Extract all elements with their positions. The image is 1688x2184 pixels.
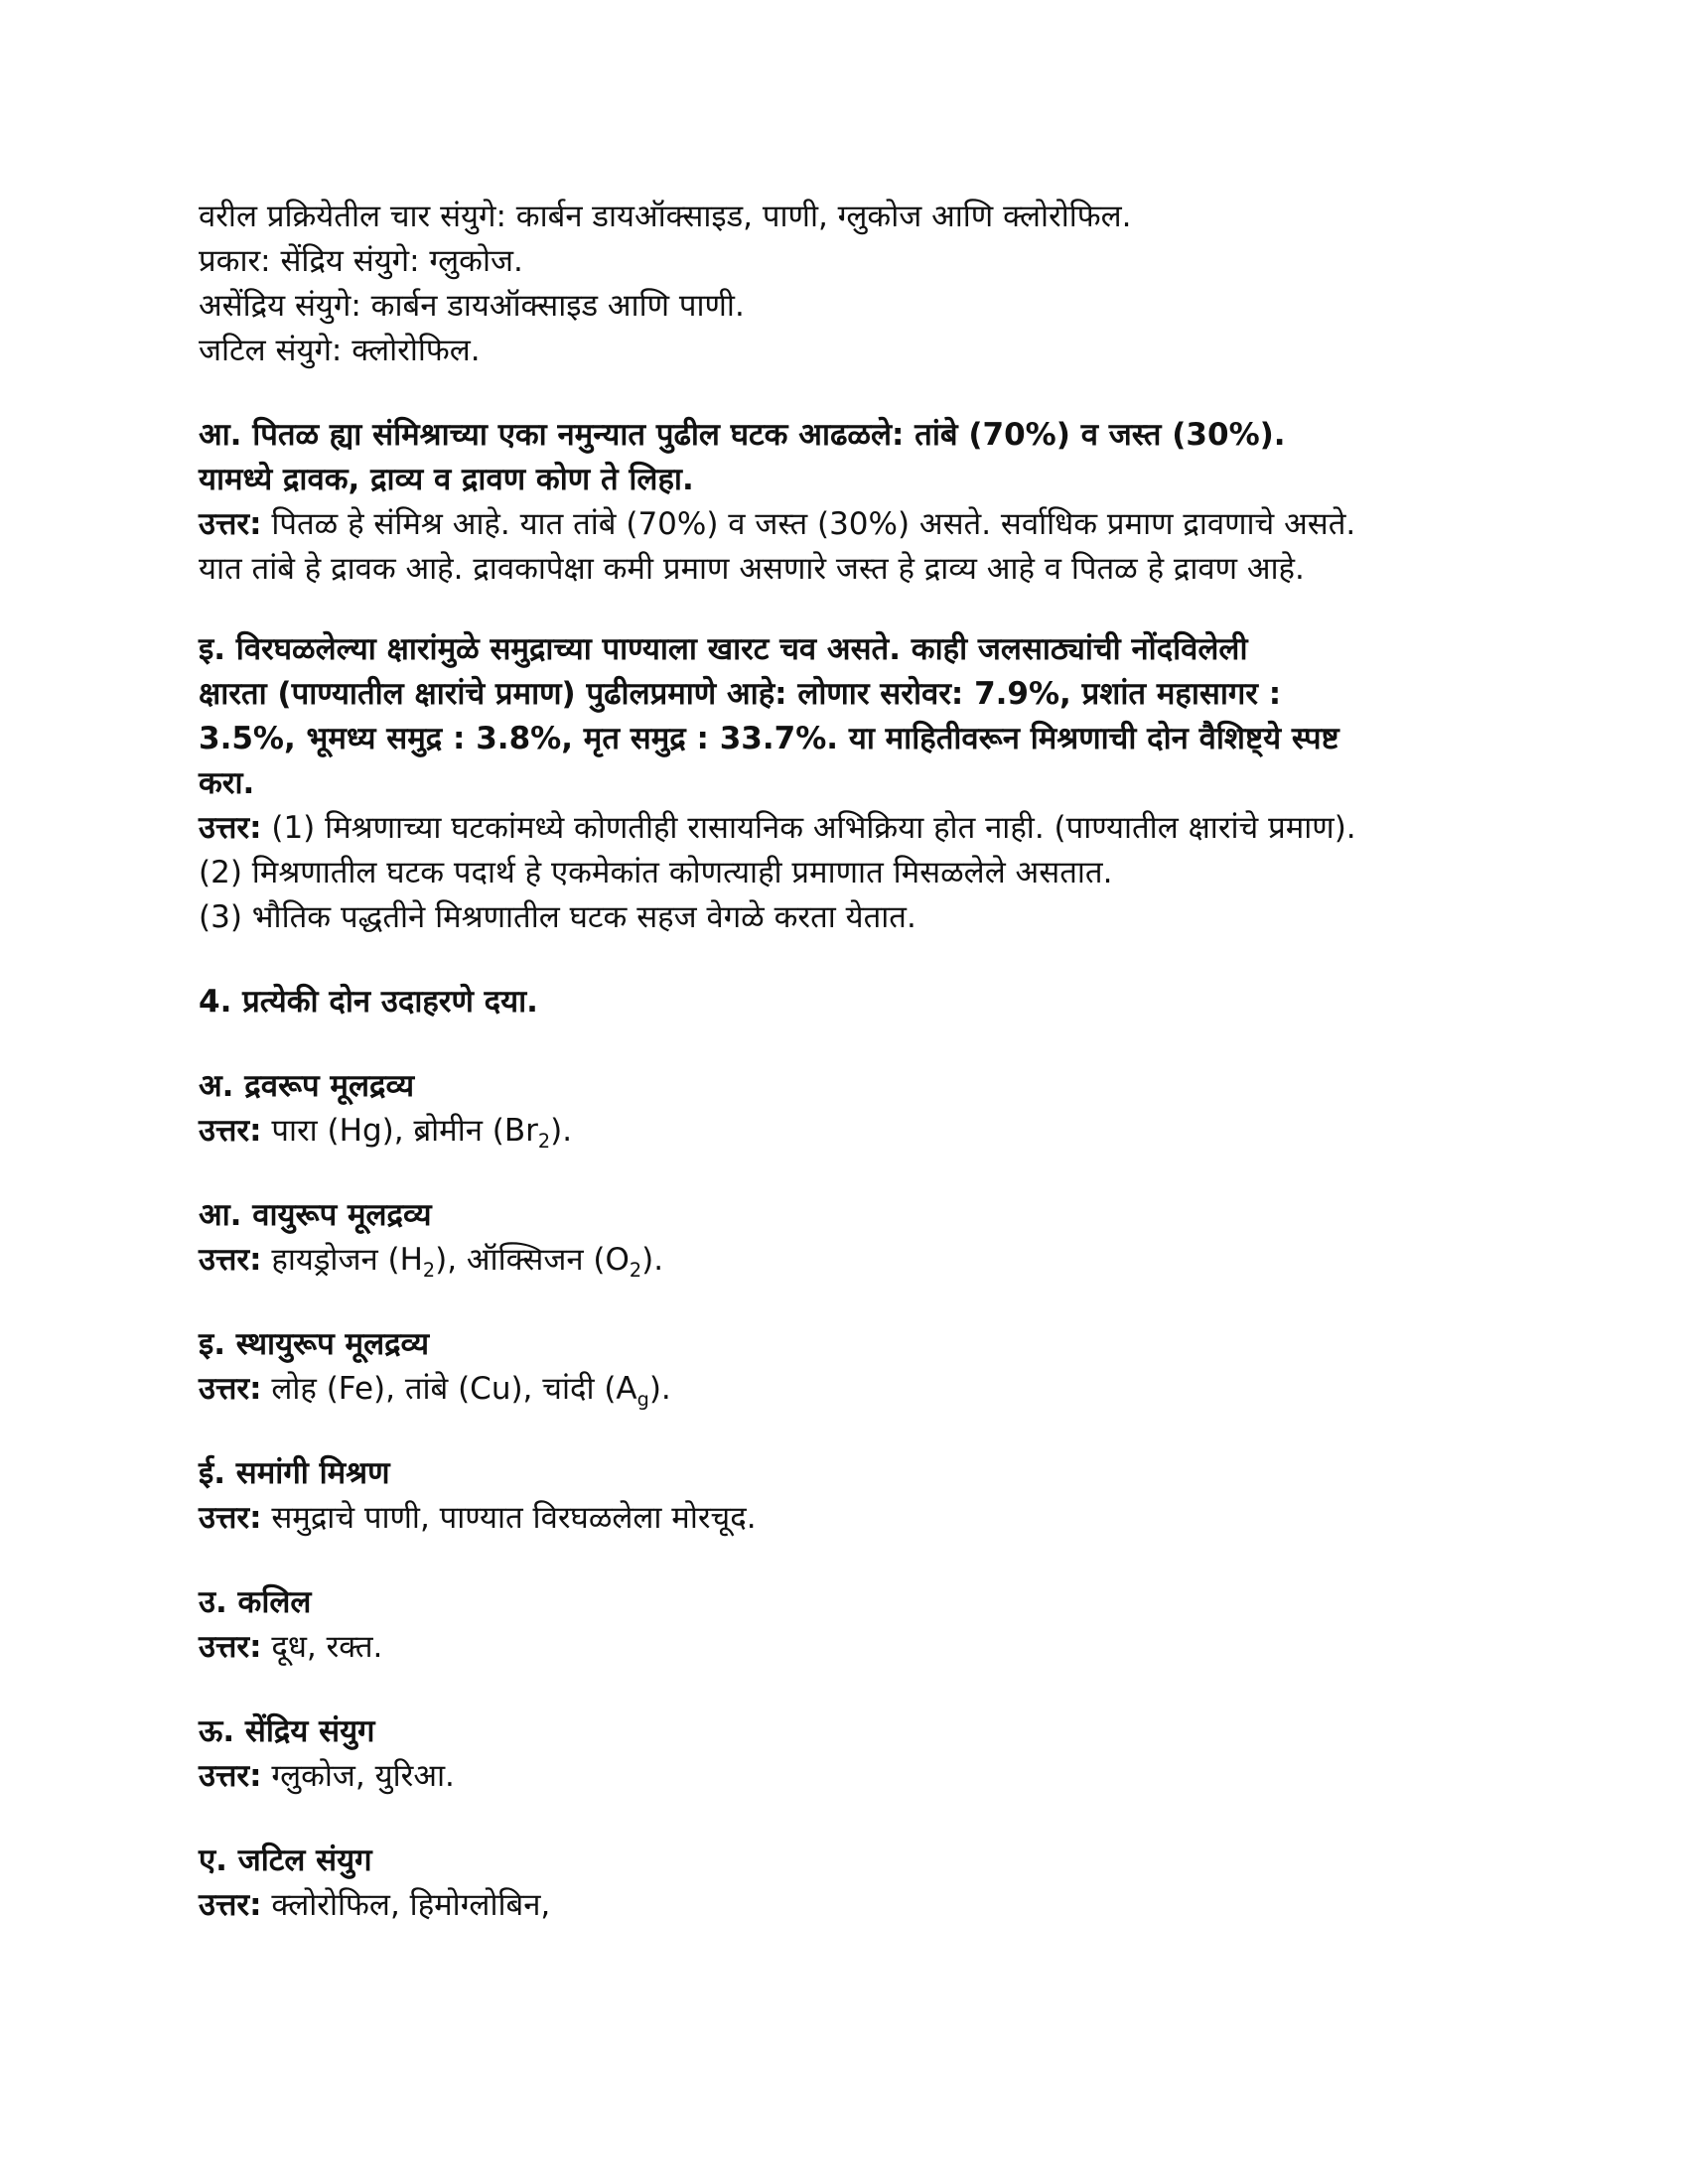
answer-label: उत्तर: [199,1113,262,1149]
answer-text: ). [550,1113,573,1149]
answer-label: उत्तर: [199,1758,262,1794]
example-title: अ. द्रवरूप मूलद्रव्य [199,1068,415,1104]
section-heading: 4. प्रत्येकी दोन उदाहरणे दया. [199,984,538,1020]
intro-line: प्रकार: सेंद्रिय संयुगे: ग्लुकोज. [199,243,523,279]
question-text: इ. विरघळलेल्या क्षारांमुळे समुद्राच्या पाण्याला खारट चव असते. काही जलसाठ्यांची नोंदविलेली [199,631,1248,667]
answer-text: ). [641,1242,664,1278]
answer-label: उत्तर: [199,1500,262,1536]
question-text: आ. पितळ ह्या संमिश्राच्या एका नमुन्यात पुढील घटक आढळले: तांबे (70%) व जस्त (30%). [199,417,1286,453]
document-page [199,195,1489,1928]
answer-label: उत्तर: [199,506,262,542]
example-item [199,1064,1489,1154]
answer-line: (2) मिश्रणातील घटक पदार्थ हे एकमेकांत कोणत्याही प्रमाणात मिसळलेले असतात. [199,855,1113,890]
intro-line: असेंद्रिय संयुगे: कार्बन डायऑक्साइड आणि पाणी. [199,288,745,324]
answer-text: पारा (Hg), ब्रोमीन (Br [261,1113,538,1149]
answer-line [199,1238,1489,1283]
answer-text: समुद्राचे पाणी, पाण्यात विरघळलेला मोरचूद. [261,1500,757,1536]
answer-line [199,1754,1489,1799]
example-title: ऊ. सेंद्रिय संयुग [199,1713,375,1749]
intro-line: जटिल संयुगे: क्लोरोफिल. [199,333,481,368]
answer-line: (3) भौतिक पद्धतीने मिश्रणातील घटक सहज वेगळे करता येतात. [199,899,916,935]
example-item [199,1451,1489,1541]
example-item [199,1580,1489,1670]
answer-text: लोह (Fe), तांबे (Cu), चांदी (A [261,1371,637,1407]
answer-text: दूध, रक्त. [261,1629,383,1665]
answer-text: हायड्रोजन (H [261,1242,423,1278]
question-i [199,627,1489,940]
subscript: g [636,1388,649,1412]
answer-text: पितळ हे संमिश्र आहे. यात तांबे (70%) व जस्त (30%) असते. सर्वाधिक प्रमाण द्रावणाचे असते. [261,506,1356,542]
example-item [199,1839,1489,1928]
answer-text: ग्लुकोज, युरिआ. [261,1758,455,1794]
example-title: ई. समांगी मिश्रण [199,1455,390,1491]
answer-line: यात तांबे हे द्रावक आहे. द्रावकापेक्षा कमी प्रमाण असणारे जस्त हे द्राव्य आहे व पितळ हे द्रावण आहे. [199,551,1305,587]
example-title: उ. कलिल [199,1584,312,1620]
answer-label: उत्तर: [199,1371,262,1407]
answer-line [199,1496,1489,1541]
subscript: 2 [422,1259,436,1283]
answer-label: उत्तर: [199,1242,262,1278]
answer-label: उत्तर: [199,1629,262,1665]
intro-line: वरील प्रक्रियेतील चार संयुगे: कार्बन डायऑक्साइड, पाणी, ग्लुकोज आणि क्लोरोफिल. [199,199,1132,234]
example-item [199,1709,1489,1799]
intro-block [199,195,1489,373]
question-text: करा. [199,765,255,801]
answer-label: उत्तर: [199,1887,262,1923]
subscript: 2 [629,1259,642,1283]
answer-text: ), ऑक्सिजन (O [435,1242,630,1278]
answer-text: क्लोरोफिल, हिमोग्लोबिन, [261,1887,551,1923]
question-text: क्षारता (पाण्यातील क्षारांचे प्रमाण) पुढीलप्रमाणे आहे: लोणार सरोवर: 7.9%, प्रशांत महासागर : [199,676,1282,712]
example-title: आ. वायुरूप मूलद्रव्य [199,1197,432,1233]
answer-line [199,502,1489,547]
answer-line [199,1109,1489,1154]
answer-line [199,806,1489,851]
answer-line [199,1367,1489,1412]
answer-line [199,1625,1489,1670]
example-title: इ. स्थायुरूप मूलद्रव्य [199,1326,430,1362]
answer-label: उत्तर: [199,810,262,846]
answer-text: (1) मिश्रणाच्या घटकांमध्ये कोणतीही रासायनिक अभिक्रिया होत नाही. (पाण्यातील क्षारांचे प्रमाण). [261,810,1356,846]
example-item [199,1322,1489,1412]
question-aa [199,413,1489,592]
answer-line [199,1883,1489,1928]
question-text: 3.5%, भूमध्य समुद्र : 3.8%, मृत समुद्र : 33.7%. या माहितीवरून मिश्रणाची दोन वैशिष्ट्ये स्पष्ट [199,721,1339,756]
question-text: यामध्ये द्रावक, द्राव्य व द्रावण कोण ते लिहा. [199,462,694,497]
subscript: 2 [537,1130,551,1154]
example-item [199,1193,1489,1283]
answer-text: ). [648,1371,671,1407]
example-title: ए. जटिल संयुग [199,1843,372,1878]
